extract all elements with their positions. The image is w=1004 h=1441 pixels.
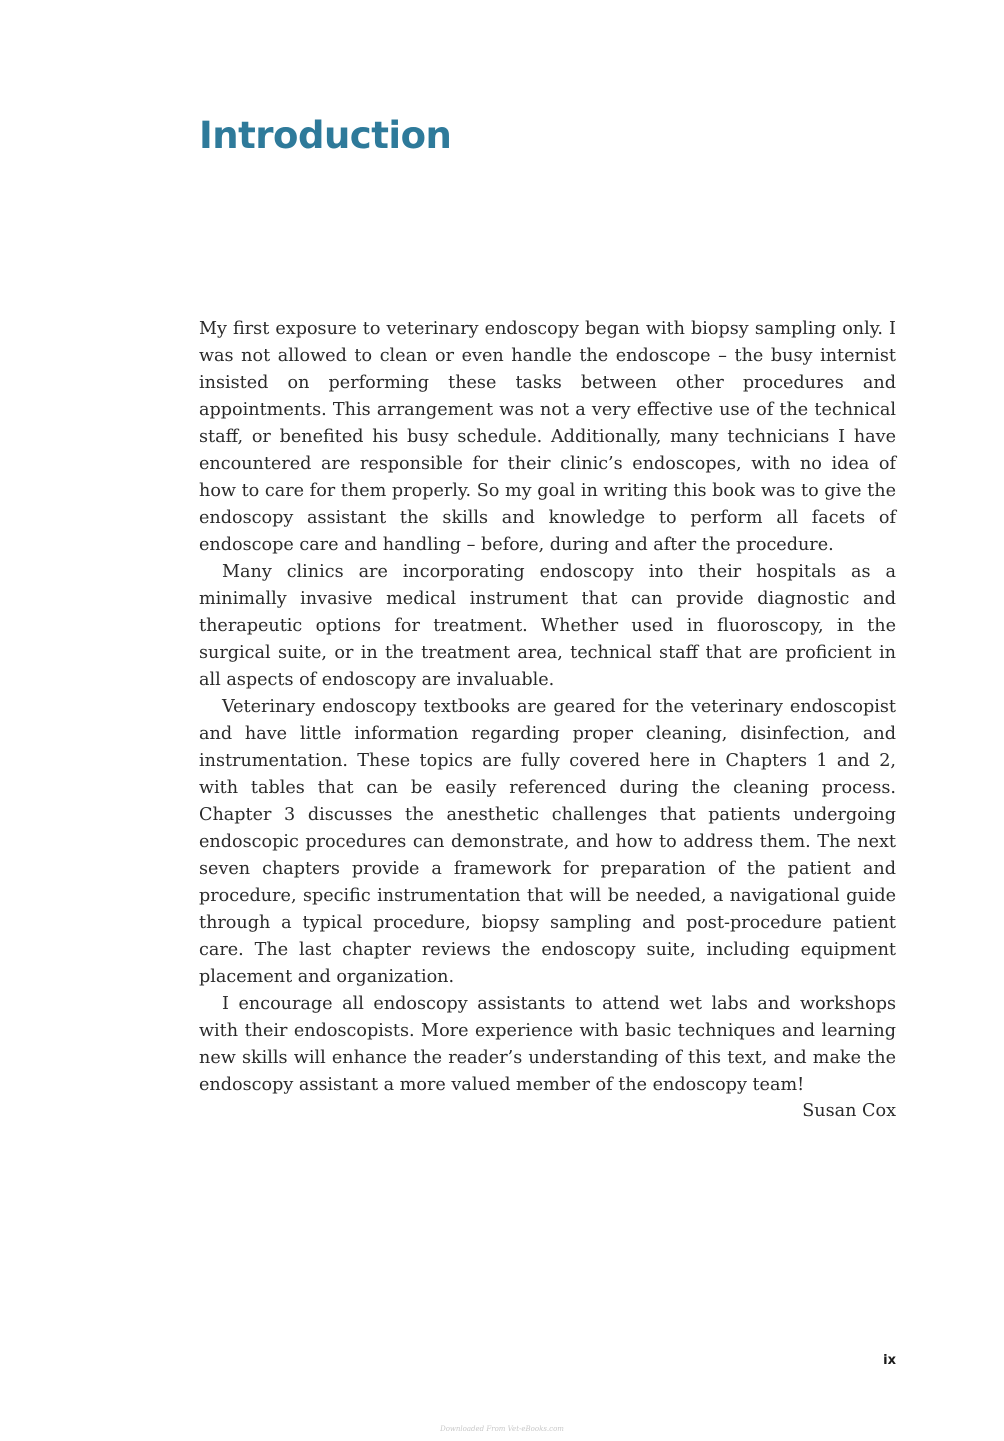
author-signature: Susan Cox	[802, 1101, 896, 1121]
watermark-text: Downloaded From Vet-eBooks.com	[440, 1425, 564, 1433]
page-number: ix	[883, 1353, 896, 1368]
body-text	[199, 316, 896, 1099]
paragraph-1: My first exposure to veterinary endoscopy began with biopsy sampling only. I was not allowed to clean or even handle the endoscope – the busy internist insisted on performing these tasks between other procedures and appointments. This arrangement was not a very effective use of the technical staff, or benefited his busy schedule. Additionally, many technicians I have encountered are responsible for their clinic’s endoscopes, with no idea of how to care for them properly. So my goal in writing this book was to give the endoscopy assistant the skills and knowledge to perform all facets of endoscope care and handling – before, during and after the procedure.	[199, 319, 896, 555]
paragraph-2: Many clinics are incorporating endoscopy into their hospitals as a minimally invasive medical instrument that can provide diagnostic and therapeutic options for treatment. Whether used in fluoroscopy, in the surgical suite, or in the treatment area, technical staff that are proficient in all aspects of endoscopy are invaluable.	[199, 562, 896, 690]
paragraph-4: I encourage all endoscopy assistants to attend wet labs and workshops with their endoscopists. More experience with basic techniques and learning new skills will enhance the reader’s understanding of this text, and make the endoscopy assistant a more valued member of the endoscopy team!	[199, 994, 896, 1095]
chapter-title: Introduction	[199, 114, 452, 157]
paragraph-3: Veterinary endoscopy textbooks are geared for the veterinary endoscopist and have little information regarding proper cleaning, disinfection, and instrumentation. These topics are fully covered here in Chapters 1 and 2, with tables that can be easily referenced during the cleaning process. Chapter 3 discusses the anesthetic challenges that patients undergoing endoscopic procedures can demonstrate, and how to address them. The next seven chapters provide a framework for preparation of the patient and procedure, specific instrumentation that will be needed, a navigational guide through a typical procedure, biopsy sampling and post-procedure patient care. The last chapter reviews the endoscopy suite, including equipment placement and organization.	[199, 697, 896, 987]
